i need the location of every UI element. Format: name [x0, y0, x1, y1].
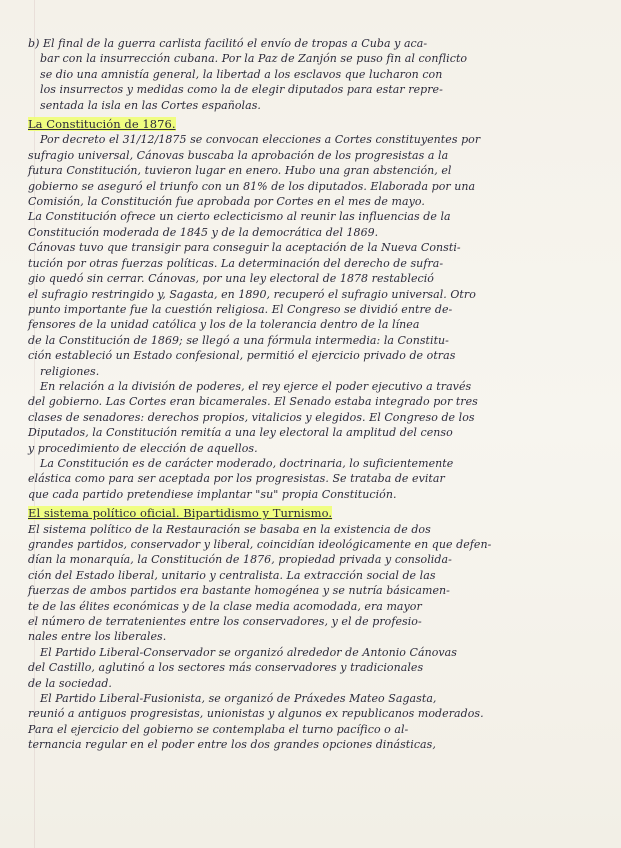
text-line: los insurrectos y medidas como la de elegir diputados para estar repre-: [40, 83, 443, 97]
text-line: punto importante fue la cuestión religiosa. El Congreso se dividió entre de-: [28, 302, 453, 316]
text-line: el número de terratenientes entre los conservadores, y el de profesio-: [28, 615, 422, 629]
text-line: El sistema político de la Restauración se basaba en la existencia de dos: [28, 522, 431, 536]
text-line: el sufragio restringido y, Sagasta, en 1890, recuperó el sufragio universal. Otro: [28, 287, 476, 301]
text-line: dían la monarquía, la Constitución de 1876, propiedad privada y consolida-: [28, 553, 452, 567]
section-sistema: [28, 506, 613, 753]
text-line: de la sociedad.: [28, 676, 112, 690]
text-line: fensores de la unidad católica y los de la tolerancia dentro de la línea: [28, 318, 420, 332]
text-line: fuerzas de ambos partidos era bastante homogénea y se nutría básicamen-: [28, 584, 450, 598]
text-line: gobierno se aseguró el triunfo con un 81% de los diputados. Elaborada por una: [28, 179, 476, 193]
text-line: tución por otras fuerzas políticas. La determinación del derecho de sufra-: [28, 256, 444, 270]
text-line: elástica como para ser aceptada por los progresistas. Se trataba de evitar: [28, 472, 445, 486]
text-line: bar con la insurrección cubana. Por la Paz de Zanjón se puso fin al conflicto: [40, 52, 468, 66]
text-line: Diputados, la Constitución remitía a una ley electoral la amplitud del censo: [28, 426, 453, 440]
text-line: se dio una amnistía general, la libertad a los esclavos que lucharon con: [40, 67, 443, 81]
text-line: futura Constitución, tuvieron lugar en enero. Hubo una gran abstención, el: [28, 164, 452, 178]
text-line: reunió a antiguos progresistas, unionistas y algunos ex republicanos moderados.: [28, 707, 484, 721]
text-line: de la Constitución de 1869; se llegó a una fórmula intermedia: la Constitu-: [28, 333, 449, 347]
text-line: y procedimiento de elección de aquellos.: [28, 441, 258, 455]
text-line: clases de senadores: derechos propios, vitalicios y elegidos. El Congreso de los: [28, 410, 475, 424]
text-line: nales entre los liberales.: [28, 630, 167, 644]
text-line: Comisión, la Constitución fue aprobada por Cortes en el mes de mayo.: [28, 195, 425, 209]
text-line: ternancia regular en el poder entre los dos grandes opciones dinásticas,: [28, 738, 436, 752]
text-line: Cánovas tuvo que transigir para conseguir la aceptación de la Nueva Consti-: [28, 241, 461, 255]
text-line: En relación a la división de poderes, el rey ejerce el poder ejecutivo a través: [40, 379, 472, 393]
section-heading: El sistema político oficial. Bipartidismo y Turnismo.: [28, 506, 333, 521]
section-heading: La Constitución de 1876.: [28, 117, 176, 132]
text-line: El Partido Liberal-Conservador se organizó alrededor de Antonio Cánovas: [40, 645, 457, 659]
handwritten-notes: [28, 36, 613, 753]
text-line: te de las élites económicas y de la clase media acomodada, era mayor: [28, 599, 422, 613]
text-line: Por decreto el 31/12/1875 se convocan elecciones a Cortes constituyentes por: [40, 133, 481, 147]
text-line: sufragio universal, Cánovas buscaba la aprobación de los progresistas a la: [28, 148, 449, 162]
text-line: gio quedó sin cerrar. Cánovas, por una ley electoral de 1878 restableció: [28, 272, 434, 286]
text-line: del gobierno. Las Cortes eran bicamerales. El Senado estaba integrado por tres: [28, 395, 478, 409]
text-line: del Castillo, aglutinó a los sectores más conservadores y tradicionales: [28, 661, 424, 675]
text-line: ción estableció un Estado confesional, permitió el ejercicio privado de otras: [28, 349, 456, 363]
text-line: grandes partidos, conservador y liberal, coincidían ideológicamente en que defen-: [28, 538, 492, 551]
text-line: sentada la isla en las Cortes españolas.: [40, 98, 261, 112]
section-b: [28, 36, 613, 113]
text-line: El Partido Liberal-Fusionista, se organizó de Práxedes Mateo Sagasta,: [40, 692, 437, 706]
section-constitucion: [28, 117, 613, 502]
text-line: ción del Estado liberal, unitario y centralista. La extracción social de las: [28, 568, 436, 582]
text-line: La Constitución ofrece un cierto eclecticismo al reunir las influencias de la: [28, 210, 451, 224]
text-line: La Constitución es de carácter moderado, doctrinaria, lo suficientemente: [40, 456, 454, 470]
text-line: Para el ejercicio del gobierno se contemplaba el turno pacífico o al-: [28, 722, 409, 736]
text-line: Constitución moderada de 1845 y de la democrática del 1869.: [28, 225, 379, 239]
text-line: que cada partido pretendiese implantar "su" propia Constitución.: [28, 487, 397, 501]
text-line: religiones.: [40, 364, 100, 378]
text-line: b) El final de la guerra carlista facilitó el envío de tropas a Cuba y aca-: [28, 37, 428, 50]
